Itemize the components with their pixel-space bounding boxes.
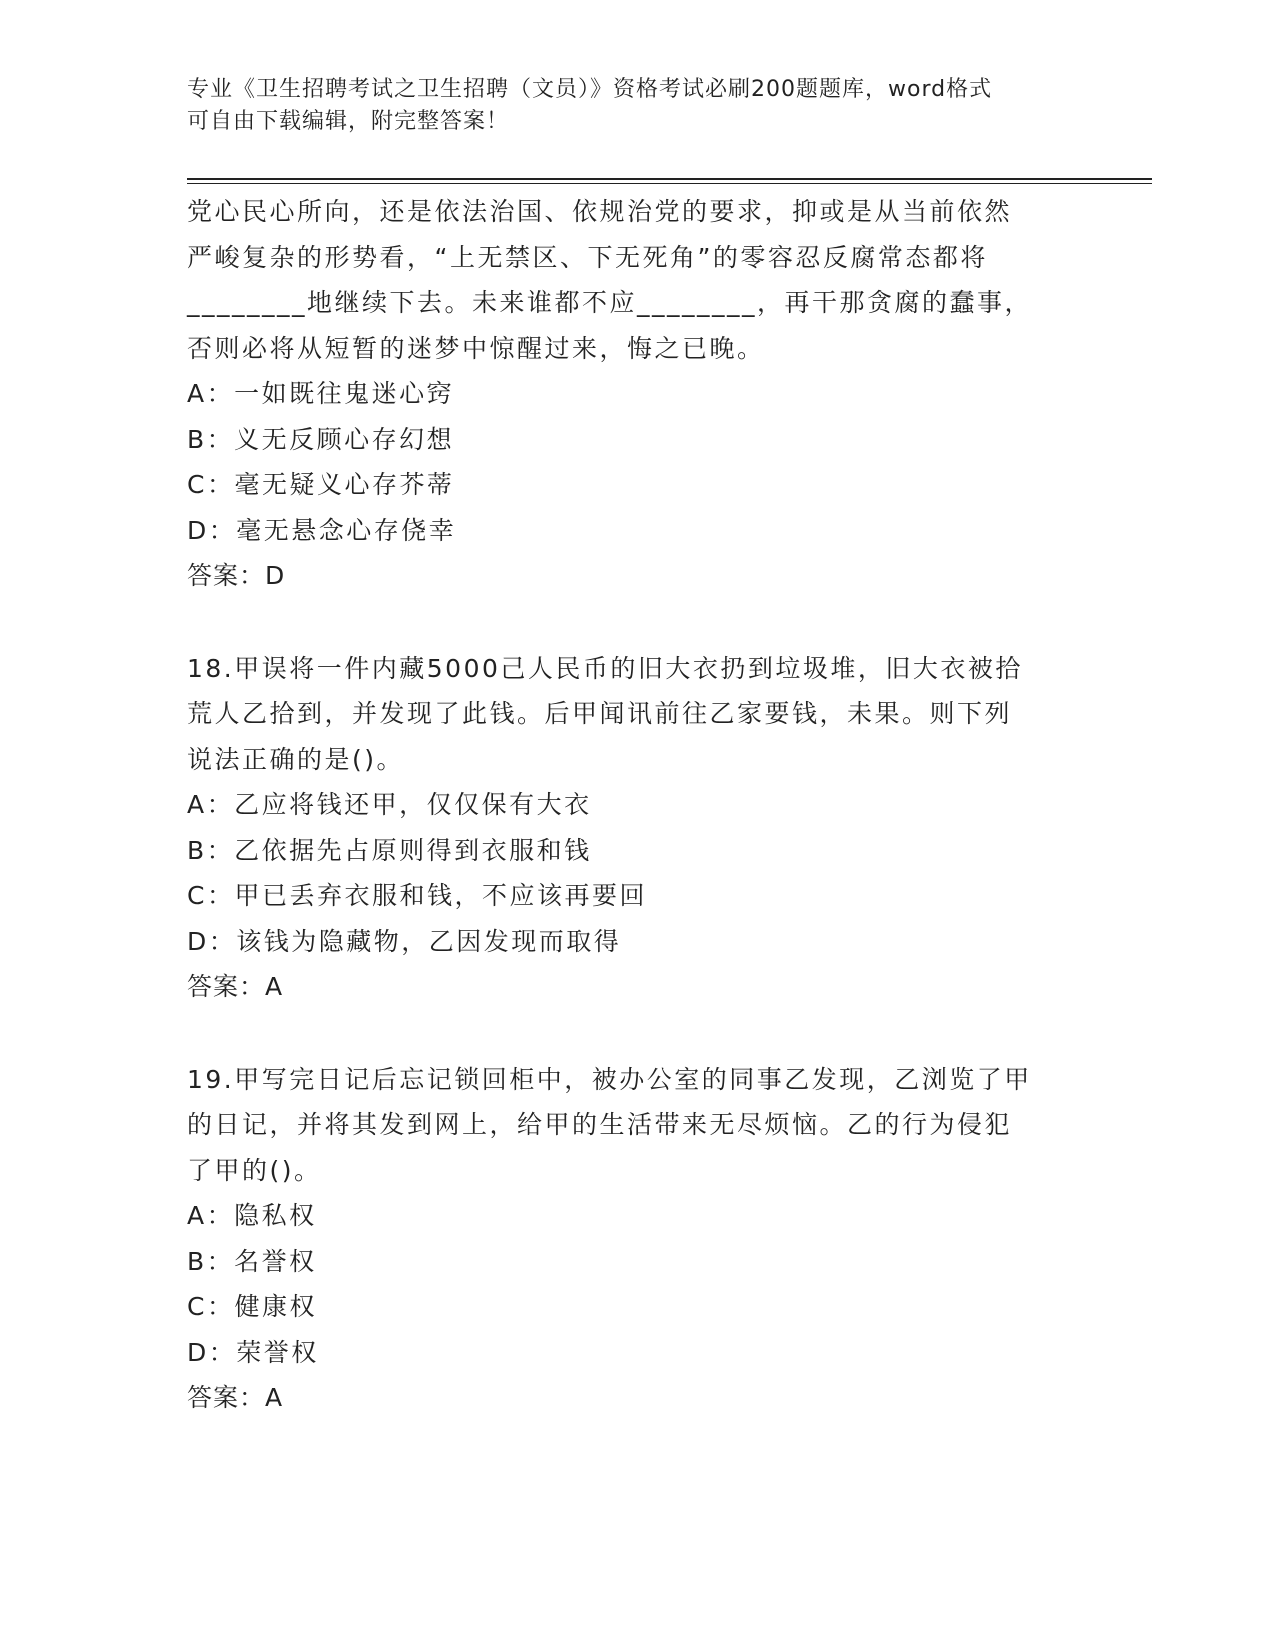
option-b: B：义无反顾心存幻想: [187, 424, 455, 454]
question-stem-line: 否则必将从短暂的迷梦中惊醒过来，悔之已晚。: [187, 333, 765, 363]
option-a: A：乙应将钱还甲，仅仅保有大衣: [187, 790, 592, 819]
option-d: D：该钱为隐藏物，乙因发现而取得: [187, 926, 622, 956]
question-stem-line: 了甲的()。: [187, 1155, 322, 1185]
option-b: B：名誉权: [187, 1246, 317, 1276]
option-c: C：甲已丢弃衣服和钱，不应该再要回: [187, 881, 647, 910]
header-line-1: 专业《卫生招聘考试之卫生招聘（文员）》资格考试必刷200题题库，word格式: [187, 77, 993, 102]
question-spacer: [187, 1010, 1087, 1057]
question-spacer: [187, 599, 1087, 646]
header-line-2: 可自由下载编辑，附完整答案！: [187, 109, 510, 134]
question-18: [187, 646, 1087, 1010]
answer-line: 答案：A: [187, 1383, 284, 1412]
option-b: B：乙依据先占原则得到衣服和钱: [187, 835, 592, 865]
question-stem-line: 党心民心所向，还是依法治国、依规治党的要求，抑或是从当前依然: [187, 197, 1013, 226]
question-19: [187, 1057, 1087, 1421]
option-a: A：隐私权: [187, 1201, 317, 1230]
question-content: [187, 189, 1087, 1421]
question-17: [187, 189, 1087, 599]
answer-line: 答案：D: [187, 561, 286, 590]
question-stem-line: 荒人乙拾到，并发现了此钱。后甲闻讯前往乙家要钱，未果。则下列: [187, 699, 1013, 728]
question-stem-line: ________地继续下去。未来谁都不应________，再干那贪腐的蠢事，: [187, 288, 1033, 317]
option-d: D：毫无悬念心存侥幸: [187, 515, 457, 545]
question-stem-line: 19.甲写完日记后忘记锁回柜中，被办公室的同事乙发现，乙浏览了甲: [187, 1064, 1032, 1094]
question-stem-line: 18.甲误将一件内藏5000己人民币的旧大衣扔到垃圾堆，旧大衣被拾: [187, 653, 1023, 683]
question-stem-line: 严峻复杂的形势看，“上无禁区、下无死角”的零容忍反腐常态都将: [187, 242, 988, 272]
answer-line: 答案：A: [187, 972, 284, 1001]
option-c: C：毫无疑义心存芥蒂: [187, 470, 455, 499]
option-a: A：一如既往鬼迷心窍: [187, 379, 455, 408]
option-d: D：荣誉权: [187, 1337, 319, 1367]
question-stem-line: 说法正确的是()。: [187, 744, 405, 774]
question-stem-line: 的日记，并将其发到网上，给甲的生活带来无尽烦恼。乙的行为侵犯: [187, 1110, 1013, 1139]
document-header: [187, 74, 1067, 138]
option-c: C：健康权: [187, 1292, 317, 1321]
header-divider-thin: [187, 183, 1152, 184]
header-divider-thick: [187, 178, 1152, 180]
